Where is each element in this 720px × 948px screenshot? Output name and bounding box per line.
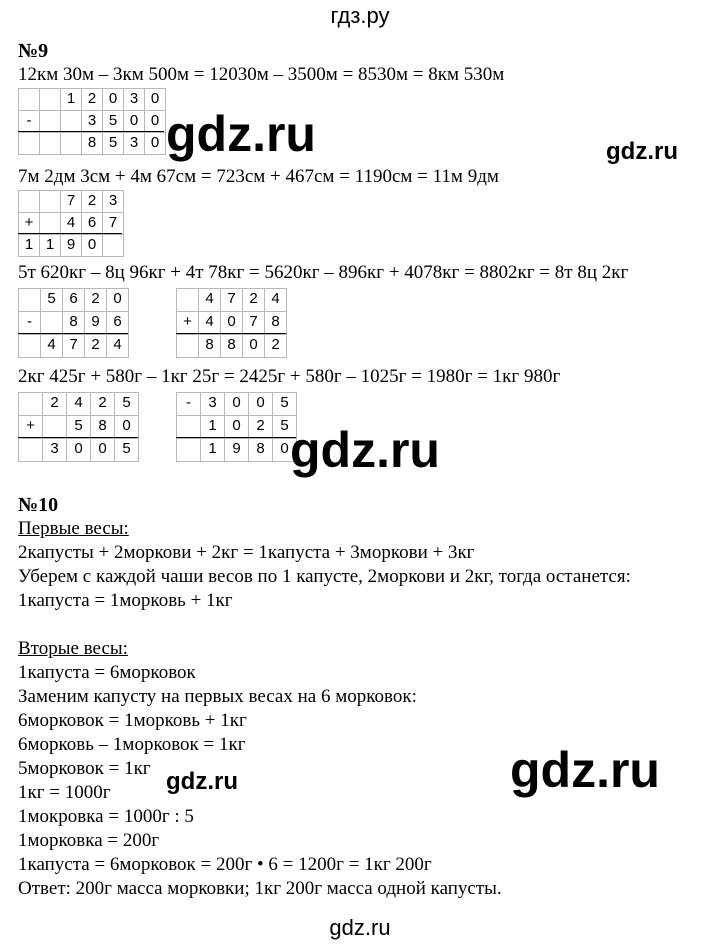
calc-cell: 4 bbox=[264, 288, 287, 312]
calc-cell: 8 bbox=[264, 311, 287, 335]
calc-cell: 1 bbox=[60, 88, 82, 111]
calc-cell: 2 bbox=[81, 190, 103, 213]
calc-cell: 5 bbox=[102, 110, 124, 133]
calc-cell: 2 bbox=[90, 392, 115, 416]
task9-number: №9 bbox=[18, 40, 49, 62]
watermark: gdz.ru bbox=[166, 106, 316, 162]
column-calc-1 bbox=[18, 88, 165, 154]
calc-cell: 2 bbox=[242, 288, 265, 312]
calc-cell: 6 bbox=[81, 212, 103, 235]
task9-line-4: 2кг 425г + 580г – 1кг 25г = 2425г + 580г – 1025г = 1980г = 1кг 980г bbox=[18, 366, 561, 387]
calc-cell: 8 bbox=[198, 334, 221, 358]
task10-line: 6морковь – 1морковок = 1кг bbox=[18, 734, 246, 755]
task10-heading-second-scales: Вторые весы: bbox=[18, 638, 128, 659]
calc-cell: 0 bbox=[272, 438, 297, 462]
task10-line: 1морковка = 200г bbox=[18, 830, 160, 851]
calc-result-line bbox=[176, 437, 296, 438]
calc-cell bbox=[18, 438, 43, 462]
calc-cell: 2 bbox=[42, 392, 67, 416]
column-calc-3 bbox=[18, 288, 128, 357]
calc-cell: 0 bbox=[123, 110, 145, 133]
task9-line-1: 12км 30м – 3км 500м = 12030м – 3500м = 8530м = 8км 530м bbox=[18, 64, 505, 85]
calc-cell bbox=[39, 212, 61, 235]
calc-cell bbox=[18, 88, 40, 111]
calc-cell: 2 bbox=[248, 415, 273, 439]
calc-cell: 0 bbox=[114, 415, 139, 439]
watermark: gdz.ru bbox=[510, 742, 660, 798]
calc-cell: 8 bbox=[81, 132, 103, 155]
calc-cell bbox=[39, 190, 61, 213]
calc-cell: 0 bbox=[102, 88, 124, 111]
site-footer: gdz.ru bbox=[329, 915, 391, 940]
calc-cell: 7 bbox=[242, 311, 265, 335]
calc-cell: 4 bbox=[66, 392, 91, 416]
calc-cell: 9 bbox=[84, 311, 107, 335]
calc-cell: 0 bbox=[144, 88, 166, 111]
calc-cell bbox=[18, 132, 40, 155]
calc-cell bbox=[176, 438, 201, 462]
calc-operator: + bbox=[18, 212, 40, 235]
calc-cell: 9 bbox=[224, 438, 249, 462]
calc-cell: 2 bbox=[84, 288, 107, 312]
calc-cell: 7 bbox=[60, 190, 82, 213]
calc-cell bbox=[42, 415, 67, 439]
calc-cell: 0 bbox=[106, 288, 129, 312]
calc-cell: 7 bbox=[62, 334, 85, 358]
task10-answer: Ответ: 200г масса морковки; 1кг 200г масса одной капусты. bbox=[18, 878, 502, 899]
task10-line: 1капуста = 6морковок = 200г • 6 = 1200г = 1кг 200г bbox=[18, 854, 432, 875]
calc-cell bbox=[60, 110, 82, 133]
calc-cell: 4 bbox=[106, 334, 129, 358]
calc-cell: 1 bbox=[200, 415, 225, 439]
calc-cell: 0 bbox=[90, 438, 115, 462]
column-calc-4 bbox=[176, 288, 286, 357]
calc-cell: 1 bbox=[18, 234, 40, 257]
calc-cell bbox=[18, 392, 43, 416]
calc-cell: 2 bbox=[84, 334, 107, 358]
calc-cell: 5 bbox=[66, 415, 91, 439]
calc-cell: 4 bbox=[198, 311, 221, 335]
calc-cell bbox=[18, 190, 40, 213]
calc-cell: 8 bbox=[62, 311, 85, 335]
calc-cell: 5 bbox=[114, 438, 139, 462]
calc-cell bbox=[176, 415, 201, 439]
task9-line-3: 5т 620кг – 8ц 96кг + 4т 78кг = 5620кг – 896кг + 4078кг = 8802кг = 8т 8ц 2кг bbox=[18, 262, 629, 283]
calc-cell bbox=[102, 234, 124, 257]
calc-cell: 0 bbox=[224, 415, 249, 439]
calc-cell: 0 bbox=[81, 234, 103, 257]
task10-line: Заменим капусту на первых весах на 6 морковок: bbox=[18, 686, 417, 707]
calc-cell: 0 bbox=[144, 132, 166, 155]
calc-cell: 7 bbox=[102, 212, 124, 235]
calc-cell bbox=[60, 132, 82, 155]
calc-cell bbox=[40, 311, 63, 335]
calc-cell bbox=[176, 334, 199, 358]
calc-cell: 6 bbox=[106, 311, 129, 335]
calc-result-line bbox=[176, 333, 286, 334]
calc-cell: 4 bbox=[40, 334, 63, 358]
calc-result-line bbox=[18, 437, 138, 438]
watermark: gdz.ru bbox=[290, 422, 440, 478]
calc-cell: 3 bbox=[42, 438, 67, 462]
calc-cell: 0 bbox=[144, 110, 166, 133]
calc-cell: 0 bbox=[66, 438, 91, 462]
calc-cell: 2 bbox=[264, 334, 287, 358]
calc-cell: 6 bbox=[62, 288, 85, 312]
calc-operator: - bbox=[18, 110, 40, 133]
calc-operator: - bbox=[18, 311, 41, 335]
calc-cell: 0 bbox=[224, 392, 249, 416]
calc-result-line bbox=[18, 233, 122, 234]
calc-cell: 8 bbox=[220, 334, 243, 358]
calc-cell: 8 bbox=[248, 438, 273, 462]
calc-operator: + bbox=[176, 311, 199, 335]
task10-line: 1капуста = 6морковок bbox=[18, 662, 196, 683]
watermark: gdz.ru bbox=[166, 768, 238, 795]
calc-cell bbox=[176, 288, 199, 312]
calc-cell: 9 bbox=[60, 234, 82, 257]
calc-cell bbox=[39, 132, 61, 155]
task10-heading-first-scales: Первые весы: bbox=[18, 518, 129, 539]
calc-operator: - bbox=[176, 392, 201, 416]
calc-cell: 3 bbox=[102, 190, 124, 213]
task10-line: 6морковок = 1морковь + 1кг bbox=[18, 710, 247, 731]
calc-cell: 5 bbox=[272, 415, 297, 439]
calc-cell: 2 bbox=[81, 88, 103, 111]
calc-result-line bbox=[18, 333, 128, 334]
calc-cell: 4 bbox=[198, 288, 221, 312]
calc-cell: 0 bbox=[220, 311, 243, 335]
calc-cell: 3 bbox=[123, 132, 145, 155]
task10-line: 5морковок = 1кг bbox=[18, 758, 151, 779]
calc-result-line bbox=[18, 131, 164, 132]
calc-cell: 5 bbox=[272, 392, 297, 416]
calc-cell bbox=[39, 110, 61, 133]
task10-line: Уберем с каждой чаши весов по 1 капусте, 2моркови и 2кг, тогда останется: bbox=[18, 566, 631, 587]
task9-line-2: 7м 2дм 3см + 4м 67см = 723см + 467см = 1190см = 11м 9дм bbox=[18, 166, 499, 187]
task10-line: 1кг = 1000г bbox=[18, 782, 111, 803]
calc-cell: 4 bbox=[60, 212, 82, 235]
calc-cell: 1 bbox=[39, 234, 61, 257]
calc-cell: 1 bbox=[200, 438, 225, 462]
calc-cell: 5 bbox=[114, 392, 139, 416]
calc-cell: 3 bbox=[200, 392, 225, 416]
calc-cell: 3 bbox=[123, 88, 145, 111]
column-calc-6 bbox=[176, 392, 296, 461]
calc-operator: + bbox=[18, 415, 43, 439]
task10-line: 1мокровка = 1000г : 5 bbox=[18, 806, 194, 827]
calc-cell: 5 bbox=[102, 132, 124, 155]
calc-cell: 8 bbox=[90, 415, 115, 439]
calc-cell bbox=[18, 334, 41, 358]
calc-cell bbox=[39, 88, 61, 111]
task10-line: 2капусты + 2моркови + 2кг = 1капуста + 3моркови + 3кг bbox=[18, 542, 475, 563]
column-calc-5 bbox=[18, 392, 138, 461]
task10-line: 1капуста = 1морковь + 1кг bbox=[18, 590, 233, 611]
calc-cell: 3 bbox=[81, 110, 103, 133]
calc-cell: 7 bbox=[220, 288, 243, 312]
watermark: gdz.ru bbox=[606, 138, 678, 165]
task10-number: №10 bbox=[18, 494, 59, 516]
column-calc-2 bbox=[18, 190, 123, 256]
calc-cell: 0 bbox=[242, 334, 265, 358]
calc-cell bbox=[18, 288, 41, 312]
calc-cell: 5 bbox=[40, 288, 63, 312]
site-header: гдз.ру bbox=[330, 3, 390, 28]
calc-cell: 0 bbox=[248, 392, 273, 416]
